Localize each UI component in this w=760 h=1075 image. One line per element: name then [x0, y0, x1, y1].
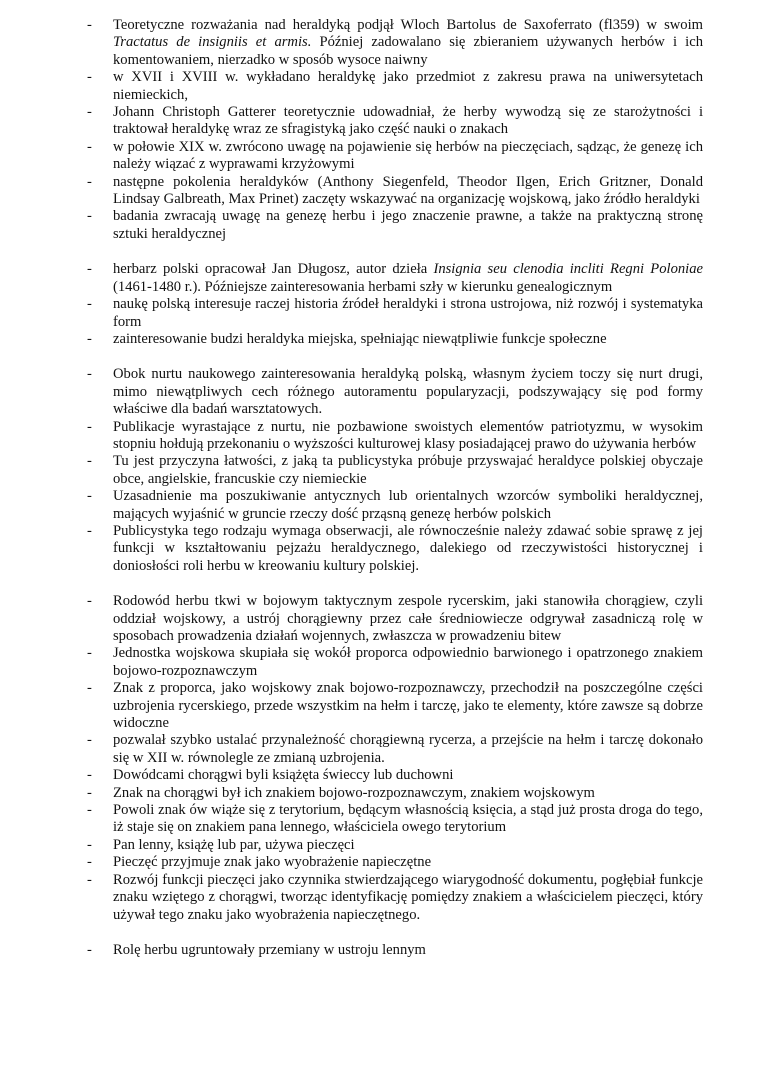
list-item — [87, 732, 703, 767]
list-item — [87, 785, 703, 802]
list-item-text — [113, 69, 703, 102]
list-item — [87, 261, 703, 296]
bullet-dash: - — [87, 261, 92, 278]
bullet-group — [87, 942, 703, 959]
list-item — [87, 680, 703, 732]
bullet-dash: - — [87, 208, 92, 225]
list-item-text — [113, 366, 703, 417]
list-item — [87, 366, 703, 418]
text-run: pozwalał szybko ustalać przynależność chorągiewną rycerza, a przejście na hełm i tarczę dokonało się w XII w. równolegle ze zmianą uzbrojenia. — [113, 732, 703, 766]
bullet-group — [87, 593, 703, 924]
bullet-dash: - — [87, 680, 92, 697]
bullet-dash: - — [87, 871, 92, 888]
bullet-group — [87, 366, 703, 575]
bullet-dash: - — [87, 732, 92, 749]
bullet-dash: - — [87, 17, 92, 33]
bullet-dash: - — [87, 784, 92, 801]
list-item — [87, 854, 703, 871]
list-item-text — [113, 104, 703, 137]
text-run: w XVII i XVIII w. wykładano heraldykę jako przedmiot z zakresu prawa na uniwersytetach niemieckich, — [113, 69, 703, 103]
list-item — [87, 837, 703, 854]
list-item-text — [113, 680, 703, 731]
text-run: Pieczęć przyjmuje znak jako wyobrażenie napieczętne — [113, 854, 432, 871]
list-item-text — [113, 854, 431, 870]
bullet-dash: - — [87, 173, 92, 190]
text-run: Powoli znak ów wiąże się z terytorium, będącym własnością księcia, a stąd już prosta droga do tego, iż staje się on znakiem pana lennego, właściciela owego terytorium — [113, 802, 703, 836]
text-run: Jednostka wojskowa skupiała się wokół proporca odpowiednio barwionego i opatrzonego znakiem bojowo-rozpoznawczym — [113, 645, 703, 679]
bullet-group — [87, 17, 703, 243]
bullet-dash: - — [87, 330, 92, 347]
list-item-text — [113, 837, 355, 853]
text-run: Publicystyka tego rodzaju wymaga obserwacji, ale równocześnie należy zdawać sobie sprawę z jej funkcji w kształtowaniu pejzażu heraldycznego, dalekiego od rzeczywistości historycznej i doniosłości roli herbu w kreowaniu kultury polskiej. — [113, 522, 703, 574]
list-item — [87, 593, 703, 645]
text-run: zainteresowanie budzi heraldyka miejska, spełniając niewątpliwie funkcje społeczne — [113, 330, 607, 347]
bullet-dash: - — [87, 453, 92, 470]
list-item-text — [113, 331, 607, 347]
list-item — [87, 331, 703, 348]
list-item-text — [113, 593, 703, 644]
list-item — [87, 104, 703, 139]
list-item — [87, 208, 703, 243]
list-item — [87, 523, 703, 575]
list-item — [87, 174, 703, 209]
bullet-dash: - — [87, 854, 92, 871]
text-run: Rozwój funkcji pieczęci jako czynnika stwierdzającego wiarygodność dokumentu, pogłębiał funkcje znaku wziętego z chorągwi, tworząc identyfikację pomiędzy znakiem a właścicielem pieczęci, który używał tego znaku jako wyobrażenia napieczętnego. — [113, 871, 703, 923]
list-item — [87, 872, 703, 924]
list-item-text — [113, 208, 703, 241]
text-run: (1461-1480 r.). Późniejsze zainteresowania herbami szły w kierunku genealogicznym — [113, 278, 613, 295]
bullet-dash: - — [87, 69, 92, 86]
text-run: Obok nurtu naukowego zainteresowania heraldyką polską, własnym życiem toczy się nurt drugi, mimo niewątpliwych cech różnego autoramentu popularyzacji, podszywający się pod formy właściwe dla badań warsztatowych. — [113, 366, 703, 418]
bullet-group — [87, 261, 703, 348]
list-item — [87, 767, 703, 784]
list-item-text — [113, 767, 453, 783]
list-item — [87, 453, 703, 488]
bullet-dash: - — [87, 593, 92, 610]
list-item-text — [113, 872, 703, 923]
list-item-text — [113, 802, 703, 835]
list-item — [87, 139, 703, 174]
list-item-text — [113, 523, 703, 574]
bullet-dash: - — [87, 836, 92, 853]
italic-title: Tractatus de insigniis et armis. — [113, 34, 312, 51]
text-run: Pan lenny, książę lub par, używa pieczęci — [113, 836, 355, 853]
bullet-dash: - — [87, 802, 92, 819]
list-item-text — [113, 488, 703, 521]
bullet-list — [87, 17, 703, 959]
text-run: Johann Christoph Gatterer teoretycznie udowadniał, że herby wywodzą się ze starożytności i traktował heraldykę wraz ze sfragistyką jako część nauki o znakach — [113, 104, 703, 138]
list-item-text — [113, 17, 703, 68]
bullet-dash: - — [87, 941, 92, 958]
list-item-text — [113, 942, 426, 958]
text-run: w połowie XIX w. zwrócono uwagę na pojawienie się herbów na pieczęciach, sądząc, że genezę ich należy wiązać z wyprawami krzyżowymi — [113, 138, 703, 173]
list-item-text — [113, 174, 703, 207]
list-item — [87, 645, 703, 680]
bullet-dash: - — [87, 522, 92, 539]
list-item-text — [113, 785, 595, 801]
bullet-dash: - — [87, 138, 92, 155]
bullet-dash: - — [87, 296, 92, 313]
list-item — [87, 802, 703, 837]
text-run: następne pokolenia heraldyków (Anthony Siegenfeld, Theodor Ilgen, Erich Gritzner, Donald Lindsay Galbreath, Max Prinet) zaczęty wskazywać na organizację wojskową, jako źródło heraldyki — [113, 173, 703, 208]
bullet-dash: - — [87, 366, 92, 383]
text-run: badania zwracają uwagę na genezę herbu i jego znaczenie prawne, a także na praktyczną stronę sztuki heraldycznej — [113, 208, 703, 242]
bullet-dash: - — [87, 645, 92, 662]
text-run: Publikacje wyrastające z nurtu, nie pozbawione swoistych elementów patriotyzmu, w wysokim stopniu hołdują przekonaniu o wyższości kulturowej klasy posiadającej prawo do używania herbów — [113, 418, 703, 452]
list-item-text — [113, 419, 703, 452]
bullet-dash: - — [87, 767, 92, 784]
text-run: Rodowód herbu tkwi w bojowym taktycznym zespole rycerskim, jaki stanowiła chorągiew, czyli oddział wojskowy, a ustrój chorągiewny przez całe średniowiecze odgrywał zasadniczą rolę w sposobach prowadzenia działań wojennych, zwłaszcza w prowadzeniu bitew — [113, 593, 703, 644]
text-run: Rolę herbu ugruntowały przemiany w ustroju lennym — [113, 941, 426, 958]
text-run: Znak z proporca, jako wojskowy znak bojowo-rozpoznawczy, przechodził na poszczególne części uzbrojenia rycerskiego, przede wszystkim na hełm i tarczę, jako te elementy, które zawsze są dobrze widoczne — [113, 680, 703, 732]
text-run: Dowódcami chorągwi byli książęta świeccy lub duchowni — [113, 767, 454, 784]
list-item-text — [113, 732, 703, 765]
text-run: Teoretyczne rozważania nad heraldyką podjął Wloch Bartolus de Saxoferrato (fl359) w swoim — [113, 17, 703, 33]
italic-title: Insignia seu clenodia incliti Regni Poloniae — [433, 261, 703, 278]
text-run: Uzasadnienie ma poszukiwanie antycznych lub orientalnych wzorców symboliki heraldycznej, mających wyjaśnić w gruncie rzeczy dość prząsną genezę herbów polskich — [113, 488, 703, 522]
list-item — [87, 488, 703, 523]
list-item — [87, 69, 703, 104]
text-run: Tu jest przyczyna łatwości, z jaką ta publicystyka próbuje przyswajać heraldyce polskiej obyczaje obce, angielskie, francuskie czy niemieckie — [113, 453, 703, 487]
list-item — [87, 17, 703, 69]
list-item-text — [113, 645, 703, 678]
list-item-text — [113, 296, 703, 329]
bullet-dash: - — [87, 104, 92, 121]
list-item-text — [113, 139, 703, 172]
list-item-text — [113, 261, 703, 294]
text-run: Znak na chorągwi był ich znakiem bojowo-rozpoznawczym, znakiem wojskowym — [113, 784, 595, 801]
list-item — [87, 296, 703, 331]
list-item — [87, 942, 703, 959]
list-item-text — [113, 453, 703, 486]
text-run: naukę polską interesuje raczej historia źródeł heraldyki i strona ustrojowa, niż rozwój i systematyka form — [113, 296, 703, 330]
text-run: herbarz polski opracował Jan Długosz, autor dzieła — [113, 261, 434, 278]
bullet-dash: - — [87, 488, 92, 505]
text-run: Później zadowalano się zbieraniem używanych herbów i ich komentowaniem, nierzadko w sposób wysoce naiwny — [113, 34, 703, 68]
bullet-dash: - — [87, 418, 92, 435]
list-item — [87, 419, 703, 454]
